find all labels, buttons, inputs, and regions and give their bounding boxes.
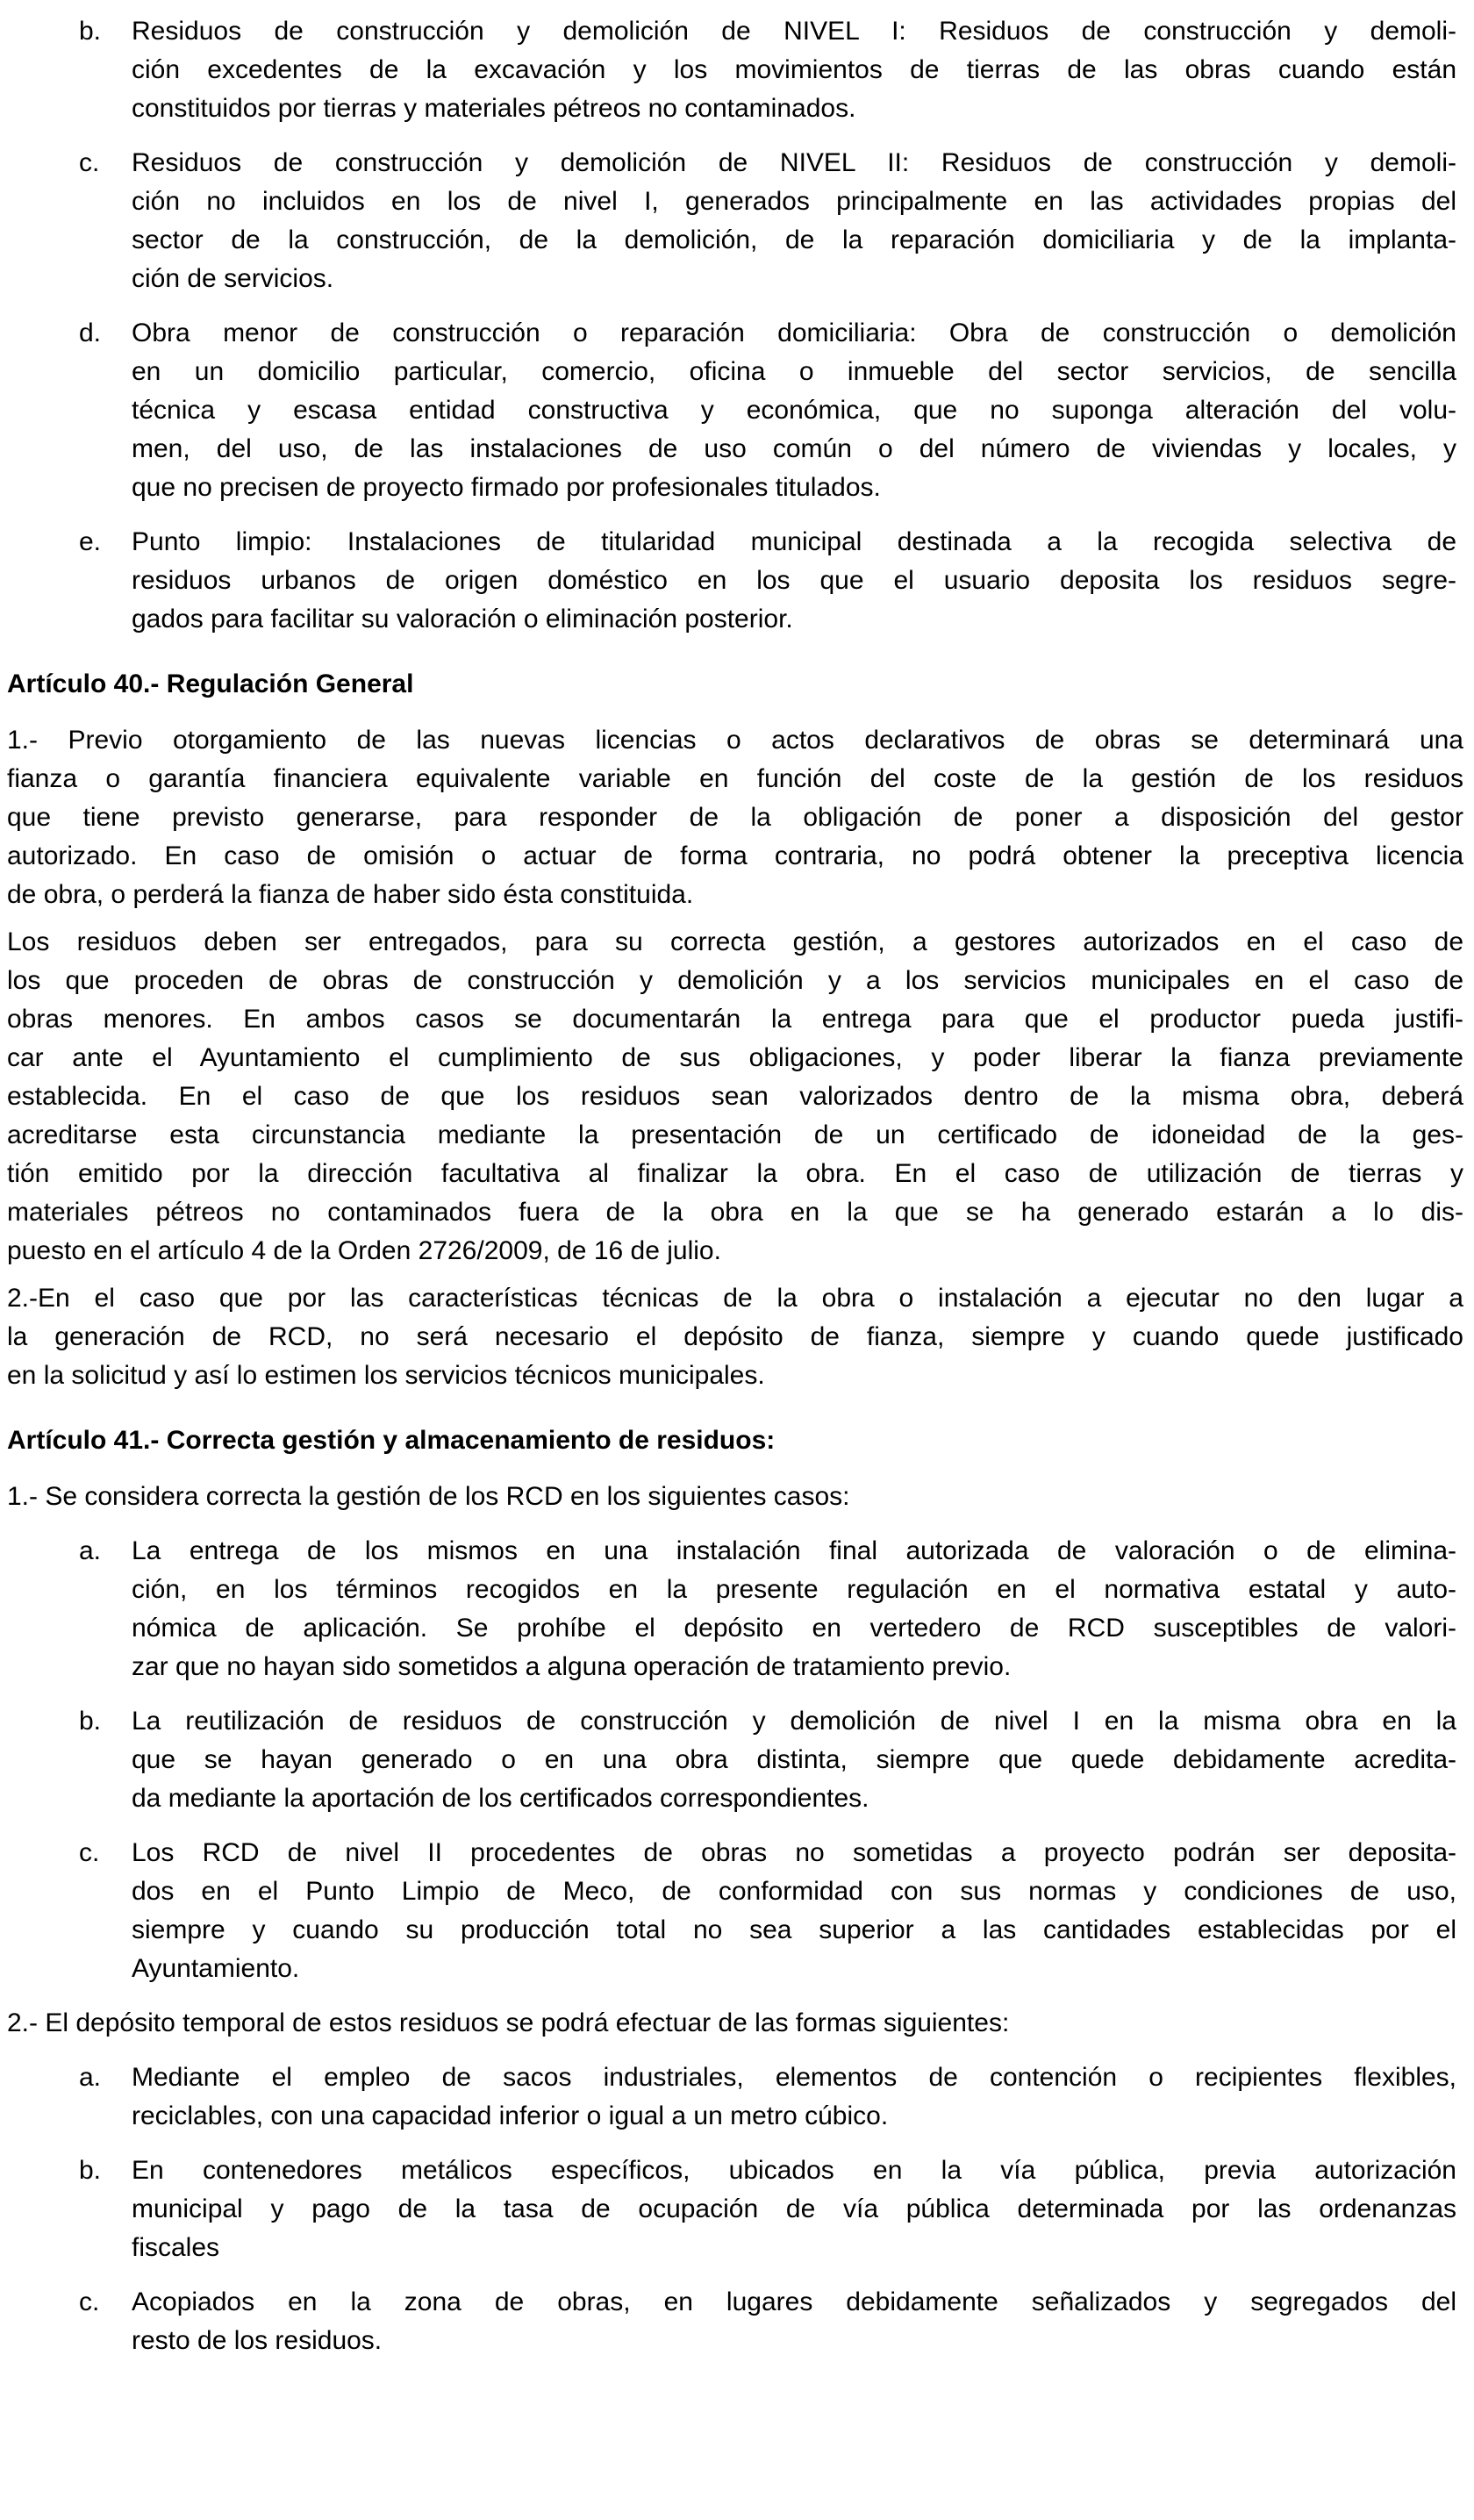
text-line: ción, en los términos recogidos en la presente regulación en el normativa estatal y auto- — [132, 1575, 1456, 1604]
article-heading — [7, 1421, 1463, 1460]
text-line: tión emitido por la dirección facultativa al finalizar la obra. En el caso de utilización de tierras y — [7, 1159, 1463, 1188]
text-line: Obra menor de construcción o reparación domiciliaria: Obra de construcción o demolición — [132, 319, 1456, 347]
text-line: da mediante la aportación de los certificados correspondientes. — [132, 1784, 869, 1813]
text-line: nómica de aplicación. Se prohíbe el depósito en vertedero de RCD susceptibles de valori- — [132, 1614, 1456, 1643]
text-line: constituidos por tierras y materiales pétreos no contaminados. — [132, 94, 856, 123]
text-line: residuos urbanos de origen doméstico en los que el usuario deposita los residuos segre- — [132, 566, 1456, 595]
list-item-marker: b. — [79, 17, 102, 46]
text-line: zar que no hayan sido sometidos a alguna operación de tratamiento previo. — [132, 1652, 1012, 1681]
text-line: Residuos de construcción y demolición de NIVEL II: Residuos de construcción y demoli- — [132, 148, 1456, 177]
list-item-marker: b. — [79, 1707, 102, 1736]
article-heading — [7, 665, 1463, 704]
text-line: en la solicitud y así lo estimen los servicios técnicos municipales. — [7, 1361, 765, 1390]
list-item — [7, 1532, 1463, 1686]
text-line: Residuos de construcción y demolición de NIVEL I: Residuos de construcción y demoli- — [132, 17, 1456, 46]
list-item — [7, 523, 1463, 639]
text-line: sector de la construcción, de la demolición, de la reparación domiciliaria y de la implanta- — [132, 226, 1456, 254]
text-line: municipal y pago de la tasa de ocupación de vía pública determinada por las ordenanzas — [132, 2194, 1456, 2223]
text-line: 1.- Se considera correcta la gestión de los RCD en los siguientes casos: — [7, 1482, 850, 1511]
text-line: que tiene previsto generarse, para responder de la obligación de poner a disposición del gestor — [7, 803, 1463, 832]
text-line: de obra, o perderá la fianza de haber sido ésta constituida. — [7, 880, 694, 909]
text-line: Los RCD de nivel II procedentes de obras no sometidas a proyecto podrán ser deposita- — [132, 1838, 1456, 1867]
text-line: gados para facilitar su valoración o eliminación posterior. — [132, 605, 793, 634]
text-line: La reutilización de residuos de construcción y demolición de nivel I en la misma obra en la — [132, 1707, 1456, 1736]
text-line: en un domicilio particular, comercio, oficina o inmueble del sector servicios, de sencilla — [132, 357, 1456, 386]
text-line: fianza o garantía financiera equivalente variable en función del coste de la gestión de los residuos — [7, 764, 1463, 793]
text-line: acreditarse esta circunstancia mediante la presentación de un certificado de idoneidad de la ges- — [7, 1120, 1463, 1149]
text-line: 2.-En el caso que por las características técnicas de la obra o instalación a ejecutar no den lugar a — [7, 1284, 1463, 1313]
list-item-marker: c. — [79, 1838, 100, 1867]
text-line: men, del uso, de las instalaciones de uso común o del número de viviendas y locales, y — [132, 434, 1456, 463]
body-paragraph — [7, 1478, 1463, 1516]
text-line: En contenedores metálicos específicos, ubicados en la vía pública, previa autorización — [132, 2156, 1456, 2185]
body-paragraph — [7, 923, 1463, 1271]
list-item — [7, 144, 1463, 298]
text-line: Los residuos deben ser entregados, para su correcta gestión, a gestores autorizados en el caso de — [7, 927, 1463, 956]
list-item — [7, 314, 1463, 507]
list-item-marker: d. — [79, 319, 102, 347]
list-item — [7, 12, 1463, 128]
text-line: 1.- Previo otorgamiento de las nuevas licencias o actos declarativos de obras se determinará una — [7, 726, 1463, 755]
text-line: 2.- El depósito temporal de estos residuos se podrá efectuar de las formas siguientes: — [7, 2008, 1010, 2037]
text-line: que no precisen de proyecto firmado por profesionales titulados. — [132, 473, 881, 502]
text-line: car ante el Ayuntamiento el cumplimiento de sus obligaciones, y poder liberar la fianza previamente — [7, 1043, 1463, 1072]
text-line: Ayuntamiento. — [132, 1954, 300, 1983]
text-line: que se hayan generado o en una obra distinta, siempre que quede debidamente acredita- — [132, 1745, 1456, 1774]
list-item — [7, 2283, 1463, 2360]
text-line: dos en el Punto Limpio de Meco, de conformidad con sus normas y condiciones de uso, — [132, 1877, 1456, 1906]
text-line: ción excedentes de la excavación y los movimientos de tierras de las obras cuando están — [132, 55, 1456, 84]
list-item-marker: b. — [79, 2156, 102, 2185]
text-line: fiscales — [132, 2233, 220, 2262]
text-line: materiales pétreos no contaminados fuera de la obra en la que se ha generado estarán a lo dis- — [7, 1198, 1463, 1227]
text-line: Punto limpio: Instalaciones de titularidad municipal destinada a la recogida selectiva de — [132, 527, 1456, 556]
text-line: La entrega de los mismos en una instalación final autorizada de valoración o de elimina- — [132, 1536, 1456, 1565]
text-line: Artículo 41.- Correcta gestión y almacenamiento de residuos: — [7, 1426, 776, 1455]
text-line: Mediante el empleo de sacos industriales, elementos de contención o recipientes flexibles, — [132, 2063, 1456, 2092]
list-item — [7, 2058, 1463, 2136]
list-item-marker: e. — [79, 527, 102, 556]
list-item — [7, 1702, 1463, 1818]
text-line: siempre y cuando su producción total no sea superior a las cantidades establecidas por el — [132, 1915, 1456, 1944]
text-line: resto de los residuos. — [132, 2326, 383, 2355]
text-line: reciclables, con una capacidad inferior o igual a un metro cúbico. — [132, 2101, 889, 2130]
text-line: puesto en el artículo 4 de la Orden 2726/2009, de 16 de julio. — [7, 1236, 721, 1265]
text-line: los que proceden de obras de construcción y demolición y a los servicios municipales en el caso de — [7, 966, 1463, 995]
text-line: autorizado. En caso de omisión o actuar de forma contraria, no podrá obtener la preceptiva licencia — [7, 841, 1463, 870]
text-line: la generación de RCD, no será necesario el depósito de fianza, siempre y cuando quede justificado — [7, 1322, 1463, 1351]
text-line: Artículo 40.- Regulación General — [7, 669, 414, 698]
list-item-marker: c. — [79, 2287, 100, 2316]
list-item-marker: a. — [79, 2063, 102, 2092]
list-item — [7, 1834, 1463, 1988]
body-paragraph — [7, 1279, 1463, 1395]
text-line: ción no incluidos en los de nivel I, generados principalmente en las actividades propias del — [132, 187, 1456, 216]
body-paragraph — [7, 721, 1463, 914]
text-line: Acopiados en la zona de obras, en lugares debidamente señalizados y segregados del — [132, 2287, 1456, 2316]
list-item-marker: c. — [79, 148, 100, 177]
text-line: técnica y escasa entidad constructiva y económica, que no suponga alteración del volu- — [132, 396, 1456, 425]
body-paragraph — [7, 2004, 1463, 2043]
text-line: ción de servicios. — [132, 264, 334, 293]
text-line: establecida. En el caso de que los residuos sean valorizados dentro de la misma obra, deberá — [7, 1082, 1463, 1111]
list-item-marker: a. — [79, 1536, 102, 1565]
list-item — [7, 2151, 1463, 2267]
text-line: obras menores. En ambos casos se documentarán la entrega para que el productor pueda justifi- — [7, 1005, 1463, 1034]
